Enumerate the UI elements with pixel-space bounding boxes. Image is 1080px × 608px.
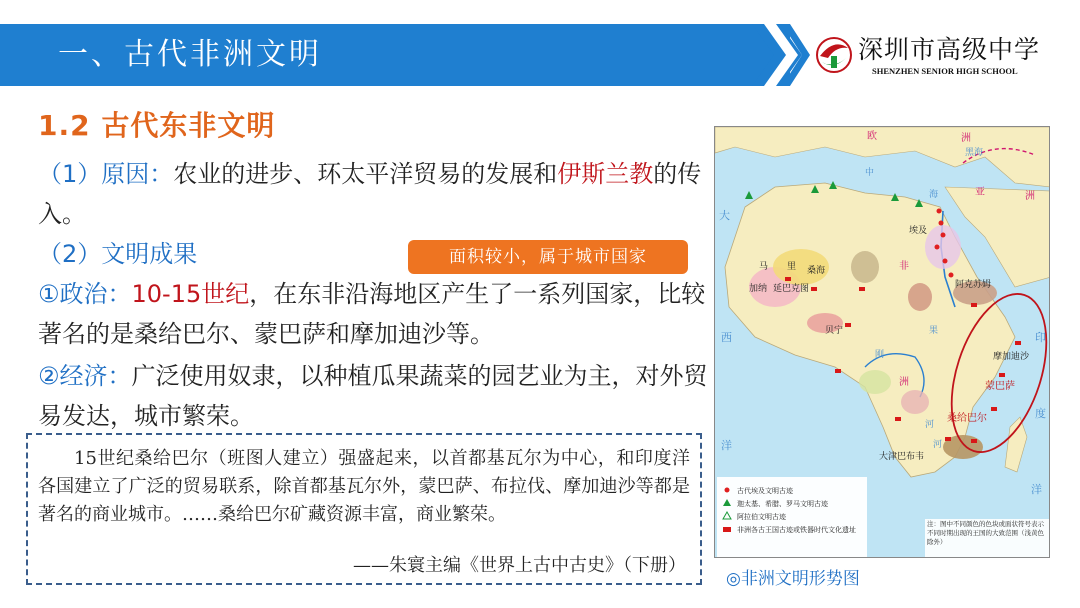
map-label-songhai: 桑海	[807, 266, 826, 276]
map-label-atlantic3: 洋	[721, 439, 732, 452]
map-label-mediterranean: 中	[865, 168, 875, 178]
map-label-kanem: 延巴克图	[773, 284, 810, 294]
map-label-great-zimbabwe: 大津巴布韦	[879, 452, 925, 462]
quote-box	[26, 433, 702, 585]
africa-map-graphic	[715, 127, 1050, 558]
politics-label: ①政治：	[38, 280, 132, 308]
school-name-english: SHENZHEN SENIOR HIGH SCHOOL	[872, 66, 1018, 76]
map-label-indian3: 洋	[1031, 483, 1042, 496]
achievements-heading: （2）文明成果	[38, 240, 198, 268]
map-label-egypt: 埃及	[909, 226, 928, 236]
title-banner	[0, 24, 790, 86]
map-label-aksum: 阿克苏姆	[955, 280, 992, 290]
map-label-mali: 马	[759, 262, 769, 272]
quote-text: 15世纪桑给巴尔（班图人建立）强盛起来，以首都基瓦尔为中心，和印度洋各国建立了广泛的贸易联系，除首都基瓦尔外，蒙巴萨、布拉伐、摩加迪沙等都是著名的商业城市。……桑给巴尔矿藏资源丰富，商业繁荣。	[38, 448, 690, 525]
map-label-congo3: 河	[925, 420, 935, 430]
map-label-europe: 欧	[867, 131, 877, 142]
politics-paragraph	[38, 274, 718, 354]
section-title: 1.2 古代东非文明	[38, 109, 276, 142]
map-label-ghana: 加纳	[749, 284, 768, 294]
economy-label: ②经济：	[38, 362, 132, 390]
map-label-europe2: 洲	[961, 133, 971, 144]
map-label-asia: 亚	[975, 187, 985, 198]
quote-source: ——朱寰主编《世界上古中古史》（下册）	[353, 555, 686, 576]
map-label-mogadishu: 摩加迪沙	[993, 352, 1030, 362]
politics-text: ，在东非沿海地区产生了一系列国家，比较著名的是桑给巴尔、蒙巴萨和摩加迪沙等。	[38, 280, 706, 348]
legend-item-greek: 迦太基、希腊、罗马文明古迹	[737, 500, 828, 508]
map-label-zanzibar: 桑给巴尔	[947, 413, 987, 424]
legend-item-kingdoms: 非洲各古王国古迹或铁器时代文化遗址	[737, 526, 856, 534]
chevron-decoration-icon	[752, 24, 812, 86]
map-label-congo: 刚	[875, 350, 885, 360]
map-caption: ◎非洲文明形势图	[726, 569, 860, 589]
map-label-mali2: 里	[787, 262, 797, 272]
header-bar	[0, 24, 1080, 86]
map-label-congo2: 果	[929, 326, 939, 336]
map-label-africa1: 非	[899, 261, 909, 272]
century-highlight: 10-15世纪	[131, 280, 250, 308]
legend-item-arab: 阿拉伯文明古迹	[737, 513, 786, 521]
islam-highlight: 伊斯兰教	[557, 160, 654, 188]
economy-text: 广泛使用奴隶，以种植瓜果蔬菜的园艺业为主，对外贸易发达，城市繁荣。	[38, 362, 708, 430]
map-label-benin: 贝宁	[825, 326, 844, 336]
map-label-atlantic1: 大	[719, 209, 730, 222]
map-label-indian1: 印	[1035, 331, 1046, 344]
reason-text-end: 的传入。	[38, 160, 702, 228]
map-label-asia2: 洲	[1025, 191, 1035, 202]
slide-title: 一、古代非洲文明	[58, 37, 322, 72]
map-label-africa2: 洲	[899, 377, 909, 388]
city-state-callout: 面积较小，属于城市国家	[408, 240, 688, 274]
legend-item-egypt: 古代埃及文明古迹	[737, 487, 793, 495]
map-label-indian2: 度	[1035, 407, 1046, 420]
map-note: 注：图中不同颜色的色块或面状符号表示不同时期出现的王国的大致范围（浅黄色除外）	[927, 520, 1044, 546]
school-name-chinese: 深圳市高级中学	[858, 35, 1041, 64]
map-label-zambezi: 河	[933, 440, 943, 450]
map-label-red-sea: 海	[929, 190, 939, 200]
reason-label: （1）原因：	[38, 160, 174, 188]
school-logo	[812, 30, 1052, 80]
reason-paragraph	[38, 154, 718, 234]
map-label-atlantic2: 西	[721, 331, 732, 344]
reason-text: 农业的进步、环太平洋贸易的发展和	[173, 160, 558, 188]
map-label-black-sea: 黑海	[965, 148, 984, 158]
africa-civilization-map	[714, 126, 1050, 558]
map-label-mombasa: 蒙巴萨	[985, 381, 1015, 392]
economy-paragraph	[38, 356, 718, 436]
school-emblem-icon	[814, 34, 854, 76]
